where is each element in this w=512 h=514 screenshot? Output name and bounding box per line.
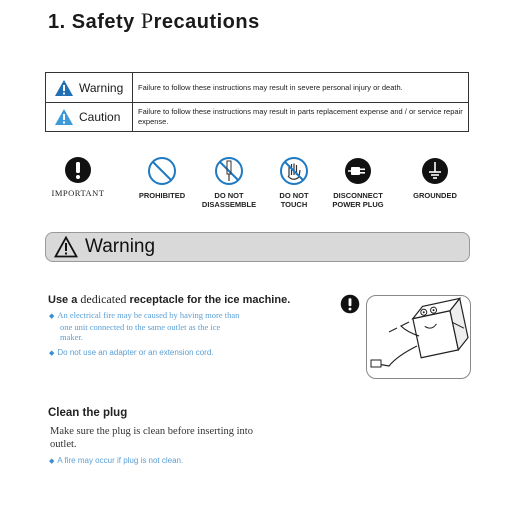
warning-triangle-icon: [54, 79, 74, 97]
caution-label: Caution: [79, 109, 121, 124]
warning-label: Warning: [79, 80, 124, 95]
symbol-do-not-disassemble: DO NOT DISASSEMBLE: [189, 156, 269, 209]
warning-description: Failure to follow these instructions may result in severe personal injury or death.: [138, 82, 403, 92]
bullet-electrical-fire: ◆ An electrical fire may be caused by having more than one unit connected to the same outlet as the ice maker.: [49, 310, 240, 342]
section-heading-clean-plug: Clean the plug: [48, 407, 128, 419]
important-icon: [64, 156, 92, 184]
bullet-no-adapter: ◆ Do not use an adapter or an extension cord.: [49, 348, 214, 357]
legend-row-caution: [46, 102, 468, 131]
ice-machine-outlet-illustration: [366, 295, 471, 379]
diamond-bullet-icon: ◆: [49, 458, 55, 465]
symbol-legend-table: [45, 72, 469, 132]
symbol-grounded: GROUNDED: [395, 156, 475, 200]
caution-triangle-icon: [54, 108, 74, 126]
symbol-prohibited: PROHIBITED: [122, 156, 202, 200]
warning-outline-triangle-icon: [54, 236, 78, 258]
warning-banner: [45, 232, 470, 262]
legend-row-warning: [46, 73, 468, 103]
bullet-fire-plug-not-clean: ◆ A fire may occur if plug is not clean.: [49, 456, 184, 465]
ice-machine-illustration: [367, 296, 471, 379]
prohibited-icon: [147, 156, 177, 186]
page-title: 1. Safety Precautions: [48, 8, 260, 33]
do-not-disassemble-icon: [214, 156, 244, 186]
symbol-important: IMPORTANT: [38, 156, 118, 198]
warning-banner-label: Warning: [85, 236, 156, 257]
symbol-do-not-touch: DO NOT TOUCH: [254, 156, 334, 209]
clean-plug-text: Make sure the plug is clean before inserting into outlet.: [50, 426, 253, 450]
do-not-touch-icon: [279, 156, 309, 186]
section-heading-dedicated-receptacle: Use a dedicated receptacle for the ice machine.: [48, 292, 291, 306]
grounded-icon: [420, 156, 450, 186]
disconnect-power-plug-icon: [343, 156, 373, 186]
symbol-disconnect-power-plug: DISCONNECT POWER PLUG: [318, 156, 398, 209]
important-icon: [340, 294, 360, 314]
caution-description: Failure to follow these instructions may result in parts replacement expense and / or service repair expense.: [138, 106, 463, 126]
diamond-bullet-icon: ◆: [49, 350, 55, 357]
diamond-bullet-icon: ◆: [49, 312, 55, 320]
